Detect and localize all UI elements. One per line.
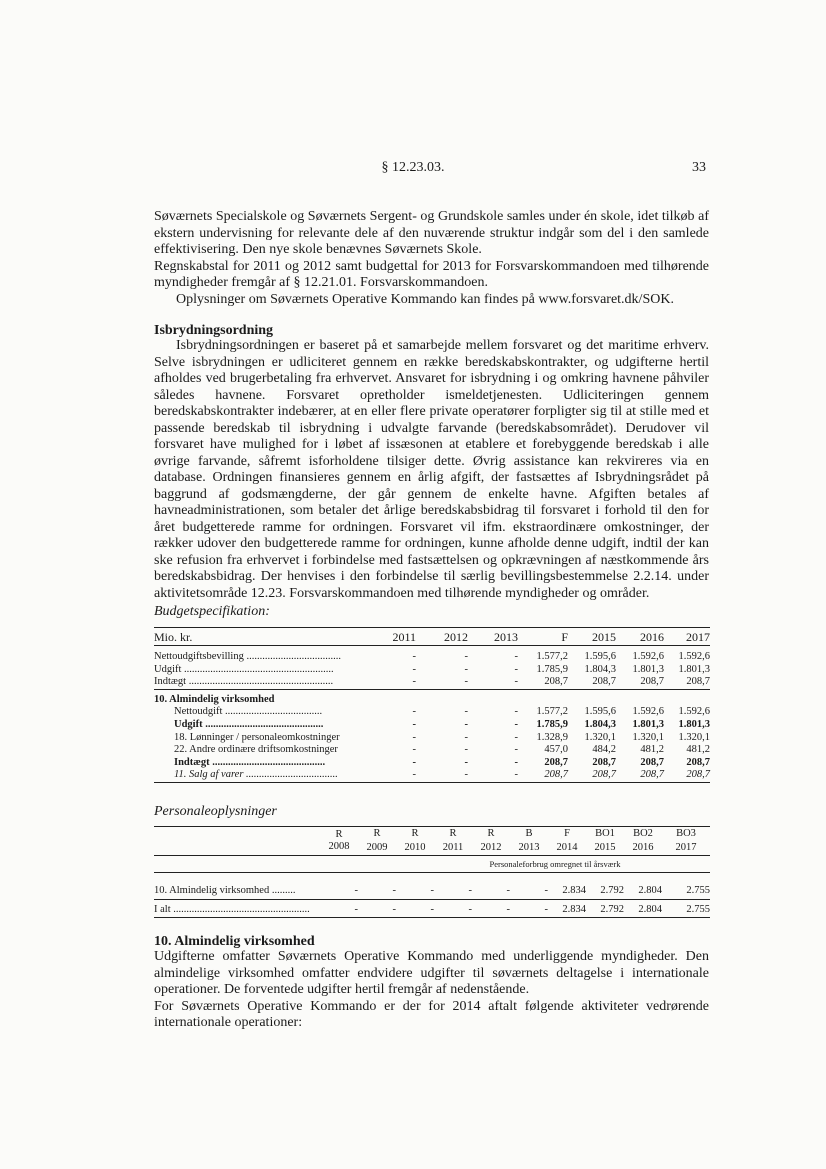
cell: 208,7 [592, 769, 616, 781]
cell: - [354, 903, 358, 915]
budget-year: 2011 [392, 629, 416, 644]
cell: 208,7 [544, 769, 568, 781]
budget-caption: Budgetspecifikation: [154, 604, 270, 619]
column-header: R [411, 828, 419, 839]
cell: - [412, 731, 416, 743]
intro-text [154, 209, 709, 308]
cell: - [464, 744, 468, 756]
cell: - [544, 903, 548, 915]
cell: - [464, 706, 468, 718]
cell: - [514, 769, 518, 781]
column-header: B [525, 828, 533, 839]
cell: - [430, 884, 434, 896]
page-number: 33 [692, 160, 706, 175]
cell: 2.834 [562, 903, 586, 915]
table-section-row [154, 694, 710, 707]
cell: 208,7 [544, 676, 568, 688]
section-title: 10. Almindelig virksomhed [154, 693, 275, 705]
cell: - [464, 756, 468, 768]
column-header: 2016 [632, 842, 654, 853]
column-header: R [335, 829, 343, 840]
cell: 208,7 [592, 756, 616, 768]
cell: 2.755 [686, 884, 710, 896]
isbrydning-heading: Isbrydningsordning [154, 323, 274, 338]
budget-year: 2013 [494, 629, 518, 644]
column-header: 2013 [518, 842, 540, 853]
cell: 208,7 [640, 676, 664, 688]
personale-subheader: Personaleforbrug omregnet til årsværk [489, 859, 621, 869]
table-row [154, 757, 710, 770]
table-row [154, 676, 710, 689]
cell: - [464, 769, 468, 781]
cell: 2.804 [638, 884, 662, 896]
cell: - [514, 744, 518, 756]
table-row [154, 732, 710, 745]
table-row [154, 744, 710, 757]
section-10-paragraph-2: For Søværnets Operative Kommando er der for 2014 aftalt følgende aktiviteter vedrørende internationale operationer: [154, 998, 709, 1030]
cell: 481,2 [640, 744, 664, 756]
cell: 208,7 [640, 756, 664, 768]
cell: - [412, 756, 416, 768]
cell: 1.801,3 [678, 718, 710, 730]
cell: - [514, 706, 518, 718]
column-header: 2012 [480, 842, 502, 853]
cell: - [464, 663, 468, 675]
cell: 1.595,6 [584, 651, 616, 662]
personale-header-row-1 [154, 827, 710, 842]
cell: - [514, 756, 518, 768]
row-label: 22. Andre ordinære driftsomkostninger [174, 744, 338, 756]
column-header: BO2 [633, 828, 653, 839]
table-row [154, 883, 710, 900]
table-row [154, 903, 710, 918]
cell: 208,7 [686, 756, 710, 768]
row-label: 18. Lønninger / personaleomkostninger [174, 731, 340, 743]
cell: - [464, 651, 468, 662]
cell: - [412, 706, 416, 718]
isbrydning-paragraph: Isbrydningsordningen er baseret på et samarbejde mellem forsvaret og det maritime erhverv. Selve isbrydningen er udliciteret gennem en række beredskabskontrakter, og udgifterne hertil afholdes ved brugerbetaling fra erhvervet. Ansvaret for isbrydning i og omkring havnene påhviler således havnene. Forsvaret opretholder ismeldetjenesten. Udliciteringen gennem beredskabskontrakter indebærer, at en eller flere private operatører forpligter sig til at stille med et passende beredskab til isbrydning i udvalgte farvande (beredskabsområdet). Derudover vil forsvaret have mulighed for i løbet af issæsonen at etablere et forebyggende beredskab i alle øvrige farvande, såfremt isforholdene tilsiger dette. Øvrig assistance kan rekvireres via en database. Ordningen finansieres gennem en årlig afgift, der fastsættes af Isbrydningsrådet på baggrund af godsmængderne, der går gennem de enkelte havne. Afgiften betales af havneadministrationen, som betaler det årlige beredskabsbidrag til forsvaret i forhold til den for året budgetterede ramme for ordningen. Forsvaret vil ifm. ekstraordinære omkostninger, der rækker udover den budgetterede ramme for ordningen, kunne afholde denne udgift, indtil der kan ske refusion fra erhvervet i forbindelse med fastsættelsen og opkrævningen af næstkommende års beredskabsbidrag. Der henvises i den forbindelse til særlig bevillingsbestemmelse 2.2.14. under aktivitetsområde 12.23. Forsvarskommandoen med tilhørende myndigheder og områder. [154, 338, 709, 601]
row-label: Nettoudgiftsbevilling .................................... [154, 651, 341, 662]
column-header: 2015 [594, 842, 616, 853]
cell: 2.792 [600, 884, 624, 896]
cell: - [514, 718, 518, 730]
cell: 484,2 [592, 744, 616, 756]
table-row [154, 664, 710, 677]
column-header: 2014 [556, 842, 578, 853]
cell: 1.320,1 [584, 731, 616, 743]
row-label: Udgift ......................................................... [154, 663, 334, 675]
budget-year: F [561, 629, 568, 644]
budget-unit: Mio. kr. [154, 630, 193, 644]
table-row [154, 769, 710, 782]
cell: - [430, 903, 434, 915]
row-label: I alt .................................................... [154, 904, 310, 915]
cell: 1.785,9 [536, 718, 568, 730]
cell: 1.801,3 [678, 663, 710, 675]
cell: 208,7 [544, 756, 568, 768]
section-header: § 12.23.03. [381, 160, 445, 175]
cell: 457,0 [544, 744, 568, 756]
cell: 208,7 [686, 676, 710, 688]
cell: 1.592,6 [678, 651, 710, 662]
cell: - [506, 903, 510, 915]
section-10-heading: 10. Almindelig virksomhed [154, 934, 315, 949]
cell: 1.804,3 [584, 663, 616, 675]
cell: - [468, 884, 472, 896]
table-row [154, 651, 710, 664]
cell: 1.804,3 [584, 718, 616, 730]
cell: 1.592,6 [632, 706, 664, 718]
personale-table [154, 826, 710, 918]
cell: 1.801,3 [632, 718, 664, 730]
cell: 1.320,1 [632, 731, 664, 743]
cell: 2.834 [562, 884, 586, 896]
cell: 2.755 [686, 903, 710, 915]
column-header: 2017 [675, 842, 697, 853]
cell: 1.595,6 [584, 706, 616, 718]
cell: 208,7 [686, 769, 710, 781]
budget-year: 2016 [640, 629, 664, 644]
personale-subheader-row [154, 856, 710, 873]
column-header: 2008 [328, 841, 350, 852]
intro-paragraph-3: Oplysninger om Søværnets Operative Kommando kan findes på www.forsvaret.dk/SOK. [176, 291, 674, 307]
personale-header-row-2 [154, 841, 710, 856]
cell: - [354, 884, 358, 896]
intro-paragraph-1: Søværnets Specialskole og Søværnets Sergent- og Grundskole samles under én skole, idet tilkøb af ekstern undervisning for relevante dele af den nuværende struktur indgår som del i den samlede effektivisering. Den nye skole benævnes Søværnets Skole. [154, 209, 709, 257]
cell: - [514, 676, 518, 688]
cell: - [412, 651, 416, 662]
cell: 481,2 [686, 744, 710, 756]
cell: - [506, 884, 510, 896]
cell: - [514, 651, 518, 662]
section-10-paragraph-1: Udgifterne omfatter Søværnets Operative Kommando med underliggende myndigheder. Den almindelige virksomhed omfatter endvidere udgifter til søværnets deltagelse i internationale operationer. De forventede udgifter hertil fremgår af nedenstående. [154, 949, 709, 997]
column-header: 2009 [366, 842, 388, 853]
table-row [154, 719, 710, 732]
cell: 208,7 [640, 769, 664, 781]
budget-year: 2015 [592, 629, 616, 644]
row-label: Indtægt ....................................................... [154, 676, 334, 688]
column-header: 2011 [442, 842, 464, 853]
row-label: Nettoudgift ..................................... [174, 706, 323, 718]
cell: 2.792 [600, 903, 624, 915]
cell: 1.592,6 [632, 651, 664, 662]
cell: 1.320,1 [678, 731, 710, 743]
cell: 1.801,3 [632, 663, 664, 675]
intro-paragraph-2: Regnskabstal for 2011 og 2012 samt budgettal for 2013 for Forsvarskommandoen med tilhørende myndigheder fremgår af § 12.21.01. Forsvarskommandoen. [154, 258, 709, 290]
cell: - [392, 884, 396, 896]
cell: 1.577,2 [536, 706, 568, 718]
cell: - [464, 676, 468, 688]
cell: 1.328,9 [536, 731, 568, 743]
cell: - [412, 676, 416, 688]
cell: 208,7 [592, 676, 616, 688]
cell: 2.804 [638, 903, 662, 915]
cell: 1.577,2 [536, 651, 568, 662]
cell: 1.592,6 [678, 706, 710, 718]
column-header: R [373, 828, 381, 839]
row-label: 11. Salg af varer ................................... [174, 769, 338, 781]
column-header: BO3 [676, 828, 696, 839]
cell: - [392, 903, 396, 915]
cell: - [464, 731, 468, 743]
column-header: R [487, 828, 495, 839]
cell: - [514, 663, 518, 675]
budget-table [154, 627, 710, 783]
column-header: 2010 [404, 842, 426, 853]
column-header: BO1 [595, 828, 615, 839]
table-row [154, 706, 710, 719]
column-header: R [449, 828, 457, 839]
cell: - [544, 884, 548, 896]
cell: - [468, 903, 472, 915]
cell: - [464, 718, 468, 730]
row-label: 10. Almindelig virksomhed ......... [154, 885, 296, 896]
row-label: Udgift ............................................. [174, 718, 324, 730]
cell: - [514, 731, 518, 743]
cell: 1.785,9 [536, 663, 568, 675]
budget-header-row [154, 628, 710, 646]
section-10-text [154, 949, 709, 1032]
cell: - [412, 663, 416, 675]
personale-caption: Personaleoplysninger [154, 804, 277, 819]
column-header: F [564, 828, 570, 839]
cell: - [412, 769, 416, 781]
row-label: Indtægt ........................................... [174, 756, 326, 768]
cell: - [412, 718, 416, 730]
budget-year: 2017 [686, 629, 710, 644]
cell: - [412, 744, 416, 756]
budget-year: 2012 [444, 629, 468, 644]
isbrydning-text [154, 338, 709, 602]
